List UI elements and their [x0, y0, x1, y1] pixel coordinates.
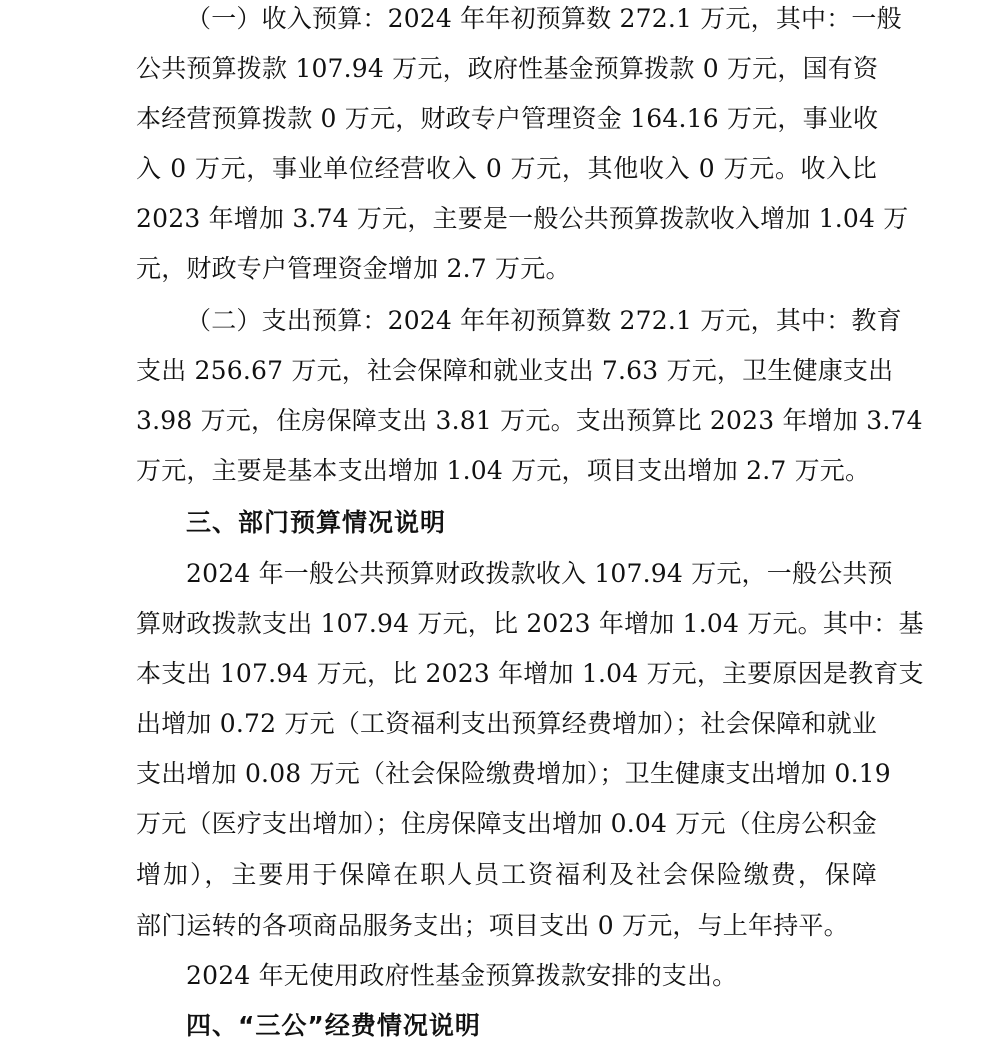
expense-budget-line-1: （二）支出预算：2024 年年初预算数 272.1 万元，其中：教育	[186, 306, 902, 335]
income-budget-line-4: 入 0 万元，事业单位经营收入 0 万元，其他收入 0 万元。收入比	[136, 154, 877, 183]
income-budget-line-6: 元，财政专户管理资金增加 2.7 万元。	[136, 254, 571, 283]
dept-budget-line-8: 部门运转的各项商品服务支出；项目支出 0 万元，与上年持平。	[136, 911, 849, 940]
expense-budget-line-4: 万元，主要是基本支出增加 1.04 万元，项目支出增加 2.7 万元。	[136, 456, 871, 485]
income-budget-line-3: 本经营预算拨款 0 万元，财政专户管理资金 164.16 万元，事业收	[136, 104, 879, 133]
dept-budget-line-3: 本支出 107.94 万元，比 2023 年增加 1.04 万元，主要原因是教育支	[136, 659, 924, 688]
expense-budget-line-2: 支出 256.67 万元，社会保障和就业支出 7.63 万元，卫生健康支出	[136, 356, 894, 385]
income-budget-line-2: 公共预算拨款 107.94 万元，政府性基金预算拨款 0 万元，国有资	[136, 54, 879, 83]
dept-budget-line-5: 支出增加 0.08 万元（社会保险缴费增加）；卫生健康支出增加 0.19	[136, 759, 891, 788]
dept-budget-line-4: 出增加 0.72 万元（工资福利支出预算经费增加）；社会保障和就业	[136, 709, 877, 738]
section-heading-4: 四、“三公”经费情况说明	[186, 1011, 481, 1040]
income-budget-line-1: （一）收入预算：2024 年年初预算数 272.1 万元，其中：一般	[186, 4, 902, 33]
dept-budget-line-6: 万元（医疗支出增加）；住房保障支出增加 0.04 万元（住房公积金	[136, 809, 877, 838]
gov-fund-line: 2024 年无使用政府性基金预算拨款安排的支出。	[186, 961, 738, 990]
income-budget-line-5: 2023 年增加 3.74 万元，主要是一般公共预算拨款收入增加 1.04 万	[136, 204, 909, 233]
expense-budget-line-3: 3.98 万元，住房保障支出 3.81 万元。支出预算比 2023 年增加 3.74	[136, 406, 923, 435]
dept-budget-line-7: 增加），主要用于保障在职人员工资福利及社会保险缴费，保障	[136, 860, 877, 889]
section-heading-3: 三、部门预算情况说明	[186, 508, 447, 537]
dept-budget-line-1: 2024 年一般公共预算财政拨款收入 107.94 万元，一般公共预	[186, 559, 893, 588]
dept-budget-line-2: 算财政拨款支出 107.94 万元，比 2023 年增加 1.04 万元。其中：基	[136, 609, 924, 638]
